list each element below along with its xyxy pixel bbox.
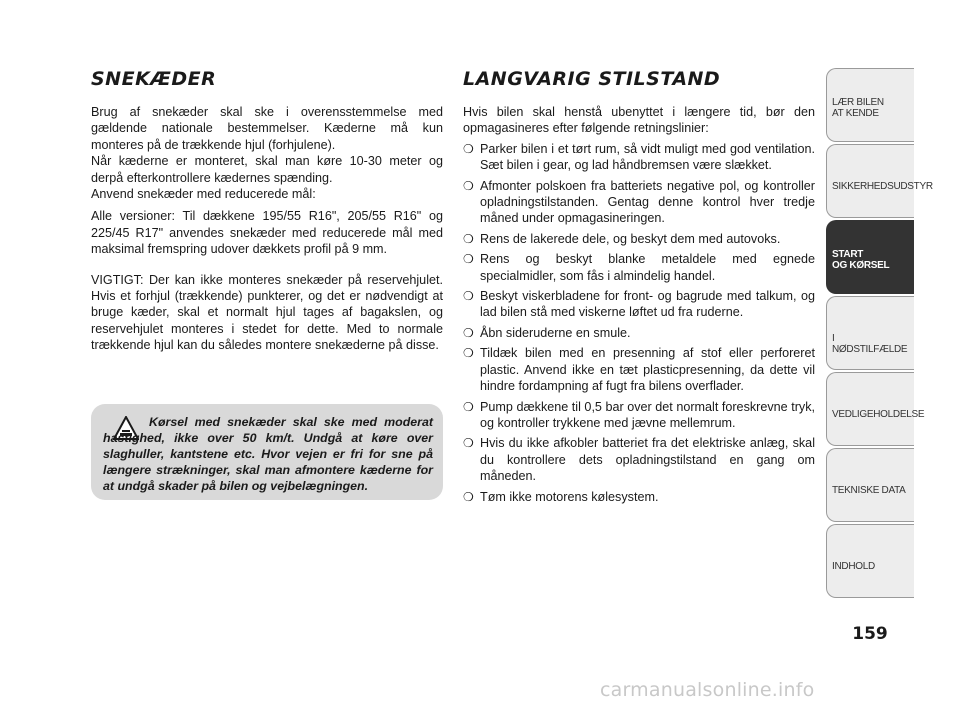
intro-paragraph: Hvis bilen skal henstå ubenyttet i længere tid, bør den opmagasineres efter følgende retningslinier: <box>463 105 815 136</box>
list-item: ❍ Rens og beskyt blanke metaldele med egnede specialmidler, som fås i almindelig handel. <box>463 252 815 283</box>
paragraph: Brug af snekæder skal ske i overensstemmelse med gældende nationale bestemmelser. Kæderne må kun monteres på de trækkende hjul (forhjulene). <box>91 105 443 152</box>
watermark: carmanualsonline.info <box>600 679 815 701</box>
tab-sikkerhedsudstyr[interactable]: SIKKERHEDSUDSTYR <box>826 144 914 218</box>
paragraph: Anvend snekæder med reducerede mål: <box>91 187 316 202</box>
tab-indhold[interactable]: INDHOLD <box>826 524 914 598</box>
bullet-icon: ❍ <box>463 141 474 156</box>
list-item: ❍ Hvis du ikke afkobler batteriet fra det elektriske anlæg, skal du kontrollere dets opladningstilstand en gang om måneden. <box>463 436 815 484</box>
warning-box <box>91 404 443 500</box>
tab-i-nodstilfaelde[interactable]: I NØDSTILFÆLDE <box>826 296 914 370</box>
bullet-icon: ❍ <box>463 178 474 193</box>
tab-vedligeholdelse[interactable]: VEDLIGEHOLDELSE <box>826 372 914 446</box>
bullet-icon: ❍ <box>463 489 474 504</box>
list-item: ❍ Rens de lakerede dele, og beskyt dem med autovoks. <box>463 231 781 246</box>
section-heading-long-storage: LANGVARIG STILSTAND <box>463 68 721 90</box>
bullet-icon: ❍ <box>463 325 474 340</box>
list-item: ❍ Beskyt viskerbladene for front- og bagrude med talkum, og lad bilen stå med viskerne løftet ud fra ruderne. <box>463 289 815 320</box>
bullet-icon: ❍ <box>463 346 474 361</box>
warning-text: Kørsel med snekæder skal ske med moderat hastighed, ikke over 50 km/t. Undgå at køre over slaghuller, kantstene etc. Hvor vejen er fri for sne på længere strækninger, skal man afmontere kæderne for at undgå skader på bilen og vejbelægningen. <box>103 415 433 493</box>
bullet-icon: ❍ <box>463 231 474 246</box>
snow-chains-text <box>91 104 443 354</box>
tab-lær-bilen-at-kende[interactable]: LÆR BILEN AT KENDE <box>826 68 914 142</box>
list-item: ❍ Tøm ikke motorens kølesystem. <box>463 489 659 504</box>
tab-start-og-korsel[interactable]: START OG KØRSEL <box>826 220 914 294</box>
bullet-icon: ❍ <box>463 399 474 414</box>
list-item: ❍ Pump dækkene til 0,5 bar over det normalt foreskrevne tryk, og kontroller trykkene med jævne mellemrum. <box>463 399 815 430</box>
tab-tekniske-data[interactable]: TEKNISKE DATA <box>826 448 914 522</box>
long-storage-text <box>463 104 815 509</box>
paragraph: VIGTIGT: Der kan ikke monteres snekæder på reservehjulet. Hvis et forhjul (trækkende) punkterer, og det er nødvendigt at bruge kæder, skal et normalt hjul tages af bagakslen, og reservehjulet monteres i stedet for dette. Med to normale trækkende hjul kan du således montere snekæderne på disse. <box>91 272 443 353</box>
bullet-icon: ❍ <box>463 289 474 304</box>
list-item: ❍ Åbn sideruderne en smule. <box>463 325 631 340</box>
bullet-icon: ❍ <box>463 436 474 451</box>
list-item: ❍ Afmonter polskoen fra batteriets negative pol, og kontroller opladningstilstanden. Gentag denne kontrol hver tredje måned under opmagasineringen. <box>463 178 815 226</box>
storage-checklist <box>463 141 815 505</box>
paragraph: Når kæderne er monteret, skal man køre 10-30 meter og derpå efterkontrollere kædernes spænding. <box>91 154 443 185</box>
bullet-icon: ❍ <box>463 252 474 267</box>
section-heading-snow-chains: SNEKÆDER <box>91 68 217 90</box>
list-item: ❍ Tildæk bilen med en presenning af stof eller perforeret plastic. Anvend ikke en tæt plasticpresenning, da dette vil hindre fordampning af fugt fra bilens overflader. <box>463 346 815 394</box>
list-item: ❍ Parker bilen i et tørt rum, så vidt muligt med god ventilation. Sæt bilen i gear, og lad håndbremsen være slækket. <box>463 141 815 173</box>
paragraph: Alle versioner: Til dækkene 195/55 R16", 205/55 R16" og 225/45 R17" anvendes snekæder med reducerede mål med maksimal fremspring udover dækkets profil på 9 mm. <box>91 209 443 257</box>
page-number: 159 <box>852 624 888 644</box>
